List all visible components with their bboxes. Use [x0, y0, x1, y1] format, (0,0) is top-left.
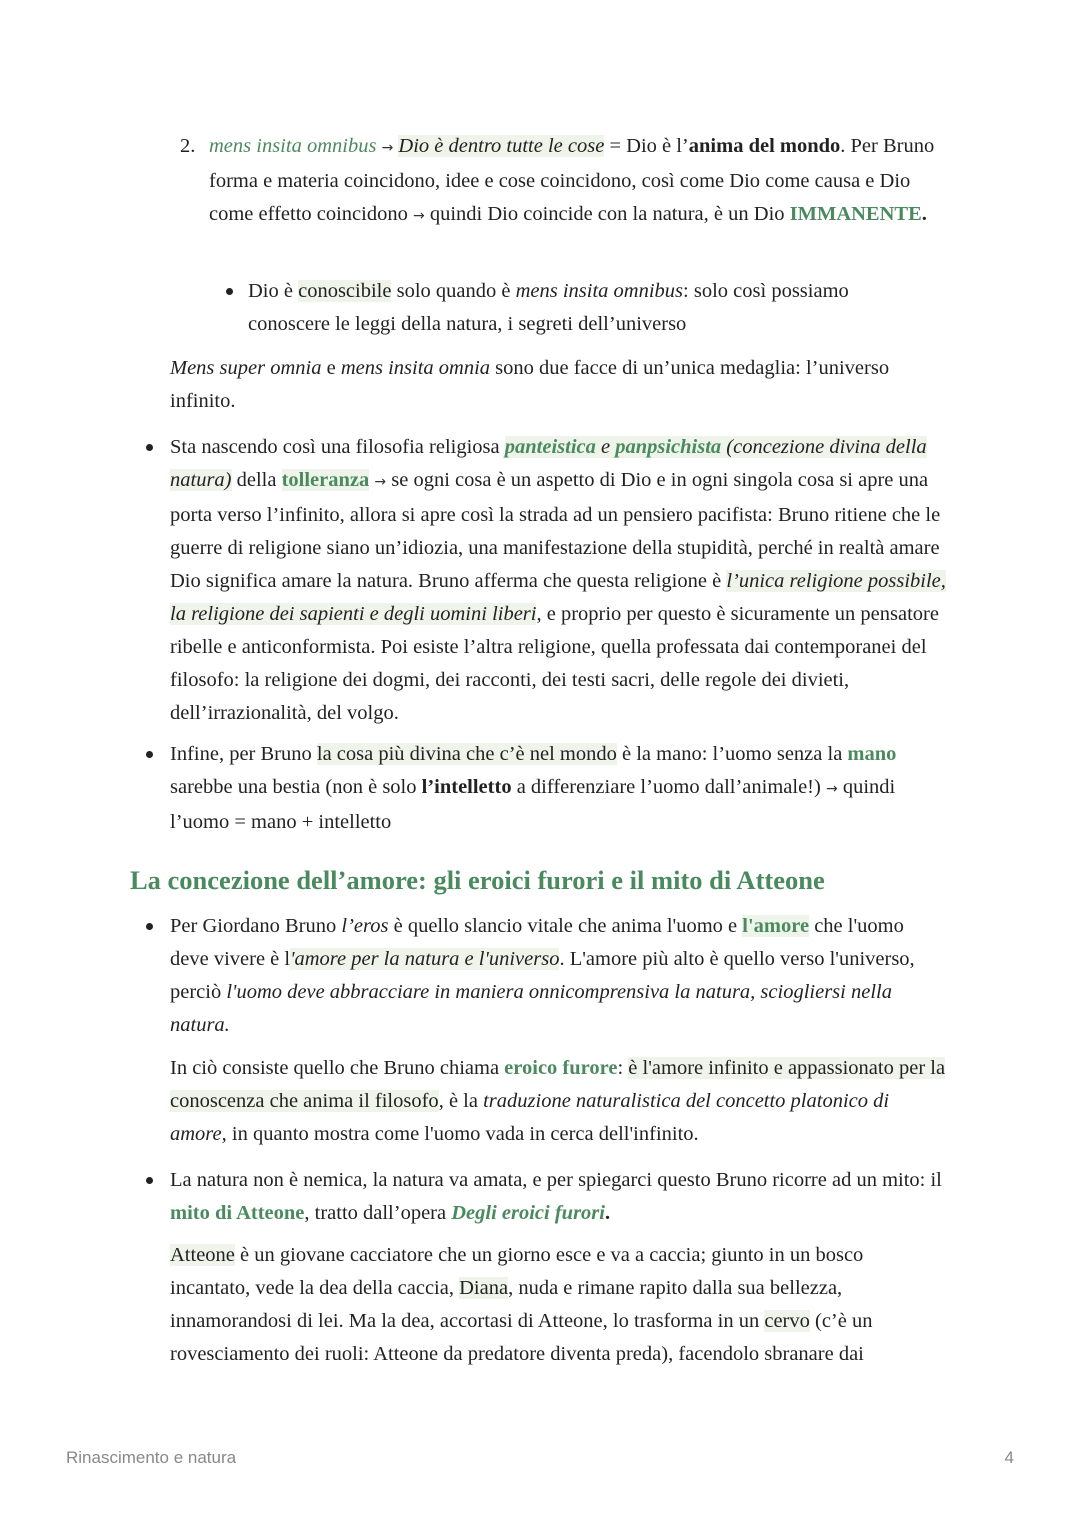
italic-phrase: l’eros — [341, 915, 389, 937]
key-term: IMMANENTE — [789, 203, 922, 225]
bullet-icon — [146, 1177, 153, 1184]
text: , e proprio per questo è sicuramente un pensatore ribelle e anticonformista. Poi esiste l’altra religione, quella professata dai contemporanei del filosofo: la religione dei dogmi, dei racconti, dei testi sacri, delle regole dei divieti, dell’irrazionalità, del volgo. — [170, 603, 939, 724]
text: . L'amore più alto è quello verso l'universo, perciò — [170, 948, 915, 1003]
eroico-furore-paragraph — [170, 1052, 950, 1151]
text: sono due facce di un’unica medaglia: l’universo infinito. — [170, 357, 890, 412]
footer-title: Rinascimento e natura — [66, 1448, 237, 1467]
bullet-hand-text — [170, 738, 950, 839]
bullet-icon — [146, 751, 153, 758]
italic-phrase: (concezione divina della natura) — [170, 436, 927, 491]
text: solo quando è — [391, 280, 516, 302]
text: : — [617, 1057, 629, 1079]
page-number: 4 — [1004, 1448, 1014, 1467]
mens-paragraph — [170, 352, 950, 418]
arrow-icon: → — [374, 474, 387, 490]
highlight: la cosa più divina che c’è nel mondo — [316, 743, 617, 765]
latin-term: mens insita omnia — [340, 357, 491, 379]
key-term: panpsichista — [615, 436, 722, 458]
bullet-icon — [226, 288, 233, 295]
text: sarebbe una bestia (non è solo — [170, 776, 422, 798]
sub-bullet-text — [248, 275, 908, 341]
arrow-icon: → — [825, 781, 838, 797]
text: è la mano: l’uomo senza la — [616, 743, 848, 765]
text: : solo così possiamo conoscere le leggi della natura, i segreti dell’universo — [248, 280, 849, 335]
latin-term: mens insita omnibus — [209, 135, 377, 157]
italic-phrase: 'amore per la natura e l'universo — [290, 948, 560, 970]
italic-phrase: l’unica religione possibile, la religione dei sapienti e degli uomini liberi — [170, 570, 946, 625]
text: , nuda e rimane rapito dalla sua bellezza, innamorandosi di lei. Ma la dea, accortasi di Atteone, lo trasforma in un — [170, 1277, 843, 1332]
text: Dio è — [248, 280, 299, 302]
text: quindi Dio coincide con la natura, è un Dio — [424, 203, 790, 225]
text: . — [921, 203, 927, 225]
bullet-eros-text — [170, 910, 945, 1042]
text: che l'uomo deve vivere è l — [170, 915, 904, 970]
latin-term: Mens super omnia — [170, 357, 322, 379]
text: e — [595, 436, 616, 458]
text: , in quanto mostra come l'uomo vada in cerca dell'infinito. — [221, 1123, 699, 1145]
text: a differenziare l’uomo dall’animale!) — [511, 776, 826, 798]
text: = Dio è l’ — [604, 135, 689, 157]
arrow-icon: → — [381, 140, 394, 156]
italic-phrase: l'uomo deve abbracciare in maniera onnicomprensiva la natura, sciogliersi nella natura. — [170, 981, 892, 1036]
text: (c’è un rovesciamento dei ruoli: Atteone da predatore diventa preda), facendolo sbranare dai — [170, 1310, 873, 1365]
text: è quello slancio vitale che anima l'uomo e — [388, 915, 743, 937]
text: , è la — [438, 1090, 484, 1112]
latin-term: mens insita omnibus — [515, 280, 684, 302]
text: quindi l’uomo = mano + intelletto — [170, 776, 896, 833]
highlight: Atteone — [170, 1244, 235, 1266]
text: , tratto dall’opera — [304, 1202, 452, 1224]
text: Per Giordano Bruno — [170, 915, 342, 937]
bold-phrase: l’intelletto — [421, 776, 512, 798]
italic-phrase: traduzione naturalistica del concetto platonico di amore — [170, 1090, 890, 1145]
text: La natura non è nemica, la natura va amata, e per spiegarci questo Bruno ricorre ad un mito: il — [170, 1169, 942, 1191]
section-heading: La concezione dell’amore: gli eroici furori e il mito di Atteone — [130, 865, 825, 895]
key-term: mito di Atteone — [170, 1202, 305, 1224]
highlight: conoscibile — [298, 280, 392, 302]
item-2-text — [209, 130, 944, 233]
key-term: Degli eroici furori — [451, 1202, 605, 1224]
text: e — [321, 357, 341, 379]
key-term: l'amore — [742, 915, 810, 937]
key-term: mano — [847, 743, 897, 765]
list-number: 2. — [180, 135, 196, 157]
highlight: è l'amore infinito e appassionato per la conoscenza che anima il filosofo — [170, 1057, 946, 1112]
atteone-paragraph — [170, 1239, 940, 1371]
bullet-religion-text — [170, 431, 950, 730]
highlight: Diana — [459, 1277, 509, 1299]
text: è un giovane cacciatore che un giorno esce e va a caccia; giunto in un bosco incantato, vede la dea della caccia, — [170, 1244, 864, 1299]
text: . Per Bruno forma e materia coincidono, idee e cose coincidono, così come Dio come causa e Dio come effetto coincidono — [209, 135, 935, 225]
bullet-icon — [146, 923, 153, 930]
key-term: eroico furore — [504, 1057, 618, 1079]
key-term: panteistica — [504, 436, 596, 458]
bullet-atteone-text — [170, 1164, 945, 1230]
text: della — [231, 469, 282, 491]
bullet-icon — [146, 444, 153, 451]
text: . — [604, 1202, 611, 1224]
text: In ciò consiste quello che Bruno chiama — [170, 1057, 505, 1079]
key-term: tolleranza — [281, 469, 370, 491]
arrow-icon: → — [412, 208, 425, 224]
text: Sta nascendo così una filosofia religiosa — [170, 436, 505, 458]
bold-phrase: anima del mondo — [688, 135, 841, 157]
highlight: cervo — [764, 1310, 810, 1332]
italic-phrase: Dio è dentro tutte le cose — [398, 135, 605, 157]
text: Infine, per Bruno — [170, 743, 317, 765]
text: se ogni cosa è un aspetto di Dio e in ogni singola cosa si apre una porta verso l’infinito, allora si apre così la strada ad un pensiero pacifista: Bruno ritiene che le guerre di religione siano un’idiozia, una manifestazione della stupidità, perché in realtà amare Dio significa amare la natura. Bruno afferma che questa religione è — [170, 469, 941, 592]
